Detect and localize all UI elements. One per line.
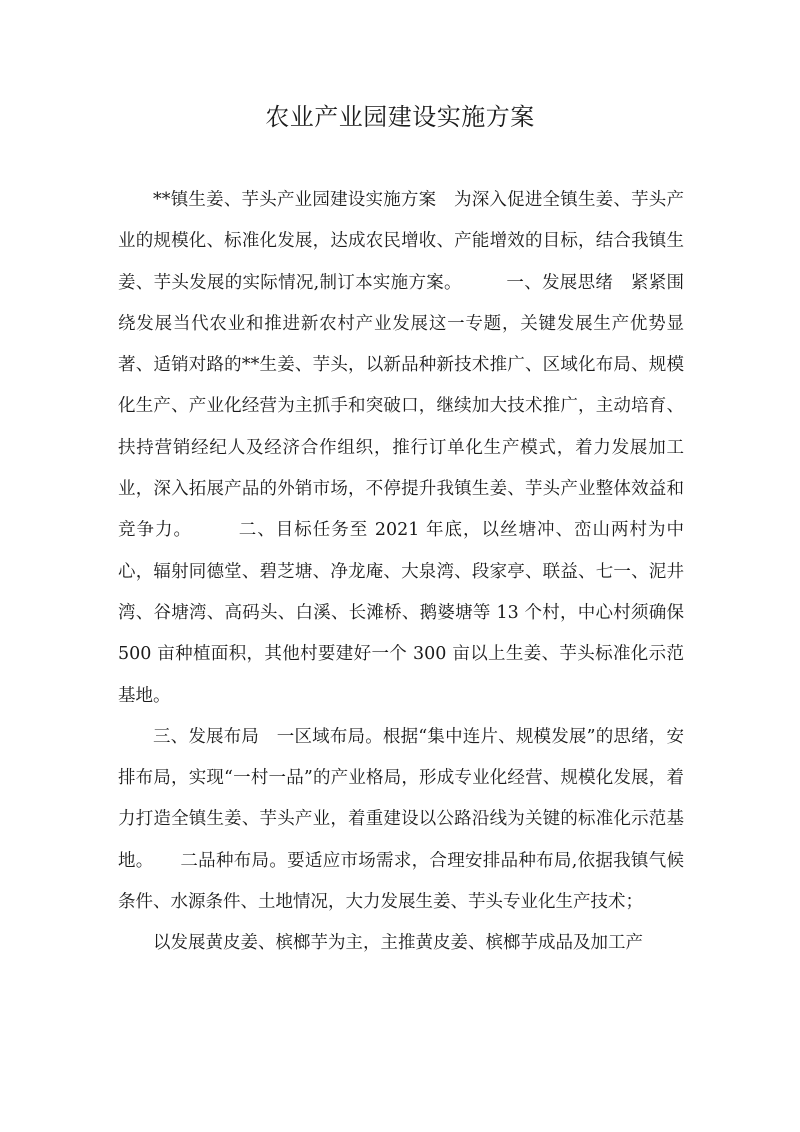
paragraph: **镇生姜、芋头产业园建设实施方案 为深入促进全镇生姜、芋头产业的规模化、标准化发展，达成农民增收、产能增效的目标，结合我镇生姜、芋头发展的实际情况,制订本实施方案。 一、发展思绪 紧紧围绕发展当代农业和推进新农村产业发展这一专题，关键发展生产优势显著、适销对路的**生姜、芋头，以新品种新技术推广、区域化布局、规模化生产、产业化经营为主抓手和突破口，继续加大技术推广，主动培育、扶持营销经纪人及经济合作组织，推行订单化生产模式，着力发展加工业，深入拓展产品的外销市场，不停提升我镇生姜、芋头产业整体效益和竞争力。 二、目标任务至 2021 年底，以丝塘冲、峦山两村为中心，辐射同德堂、碧芝塘、净龙庵、大泉湾、段家亭、联益、七一、泥井湾、谷塘湾、高码头、白溪、长滩桥、鹅婆塘等 13 个村，中心村须确保 500 亩种植面积，其他村要建好一个 300 亩以上生姜、芋头标准化示范基地。 [118,190,684,706]
paragraph: 三、发展布局 一区域布局。根据“集中连片、规模发展”的思绪，安排布局，实现“一村一品”的产业格局，形成专业化经营、规模化发展，着力打造全镇生姜、芋头产业，着重建设以公路沿线为关键的标准化示范基地。 二品种布局。要适应市场需求，合理安排品种布局,依据我镇气候条件、水源条件、土地情况，大力发展生姜、芋头专业化生产技术； [118,726,684,913]
paragraph: 以发展黄皮姜、槟榔芋为主，主推黄皮姜、槟榔芋成品及加工产 [153,933,643,954]
document-body [118,180,684,965]
document-title: 农业产业园建设实施方案 [265,103,535,131]
